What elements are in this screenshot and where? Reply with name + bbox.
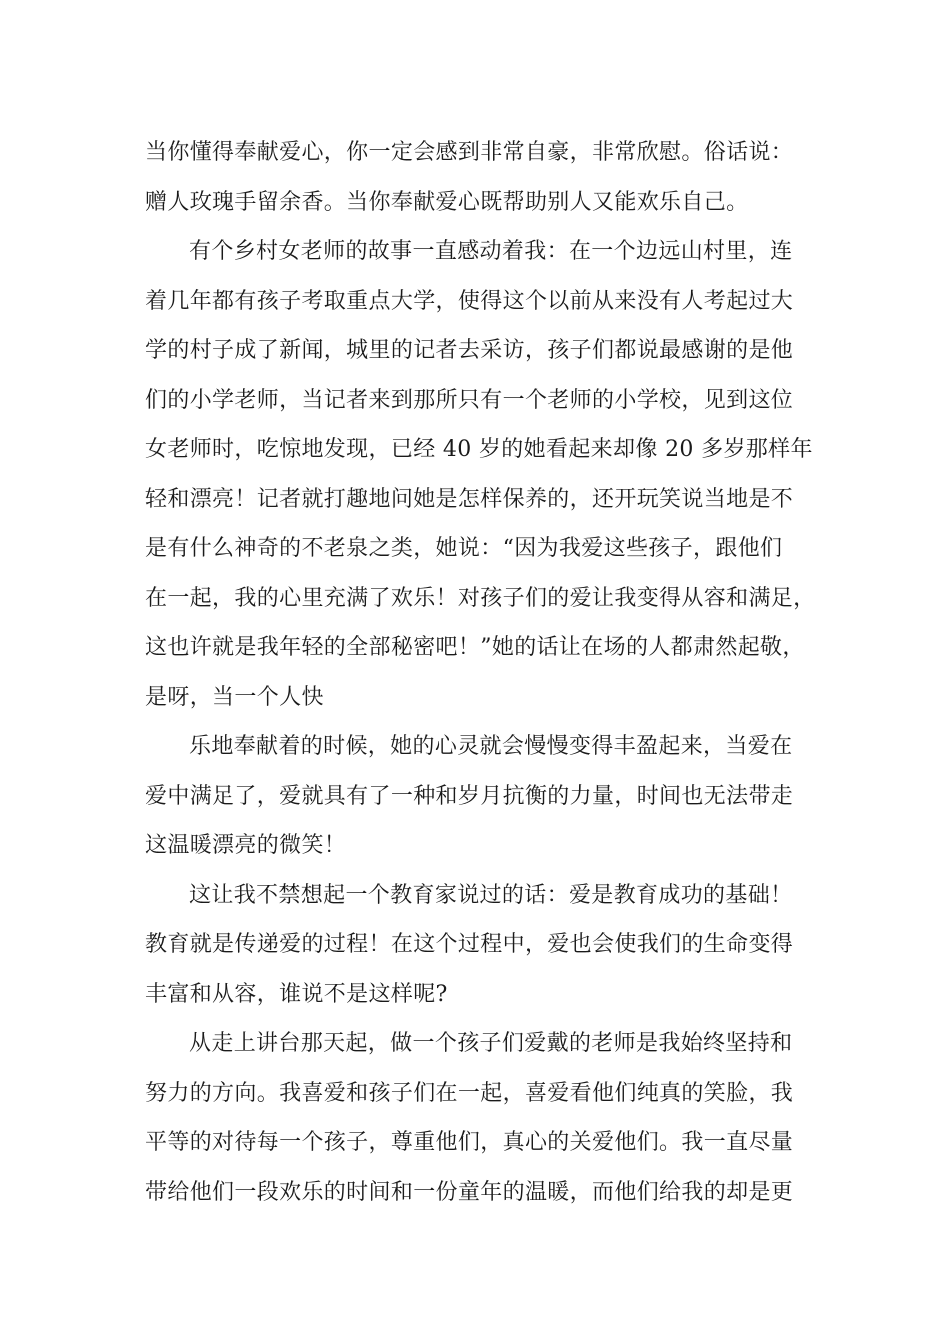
text-line: 这也许就是我年轻的全部秘密吧！”她的话让在场的人都肃然起敬，	[145, 635, 805, 660]
text-line: 带给他们一段欢乐的时间和一份童年的温暖，而他们给我的却是更	[145, 1179, 794, 1205]
body-text	[145, 128, 816, 1217]
text-line: 是有什么神奇的不老泉之类，她说：“因为我爱这些孩子，跟他们	[145, 536, 783, 561]
text-line: 爱中满足了，爱就具有了一种和岁月抗衡的力量，时间也无法带走	[145, 783, 794, 809]
text-line: 着几年都有孩子考取重点大学，使得这个以前从来没有人考起过大	[145, 288, 794, 314]
text-line: 这温暖漂亮的微笑！	[145, 833, 347, 858]
text-line: 女老师时，吃惊地发现，已经 40 岁的她看起来却像 20 多岁那样年	[145, 437, 813, 462]
text-line: 丰富和从容，谁说不是这样呢?	[145, 981, 448, 1007]
text-line: 这让我不禁想起一个教育家说过的话：爱是教育成功的基础！	[189, 882, 793, 908]
text-line: 从走上讲台那天起，做一个孩子们爱戴的老师是我始终坚持和	[189, 1031, 793, 1056]
text-line: 当你懂得奉献爱心，你一定会感到非常自豪，非常欣慰。俗话说：	[145, 140, 794, 165]
text-line: 努力的方向。我喜爱和孩子们在一起，喜爱看他们纯真的笑脸，我	[145, 1080, 794, 1106]
text-line: 学的村子成了新闻，城里的记者去采访，孩子们都说最感谢的是他	[145, 338, 794, 363]
text-line: 在一起，我的心里充满了欢乐！对孩子们的爱让我变得从容和满足，	[145, 585, 816, 611]
text-line: 轻和漂亮！记者就打趣地问她是怎样保养的，还开玩笑说当地是不	[145, 486, 794, 512]
text-line: 平等的对待每一个孩子，尊重他们，真心的关爱他们。我一直尽量	[145, 1130, 794, 1155]
text-line: 有个乡村女老师的故事一直感动着我：在一个边远山村里，连	[189, 239, 793, 264]
text-line: 赠人玫瑰手留余香。当你奉献爱心既帮助别人又能欢乐自己。	[145, 189, 749, 215]
text-line: 是呀，当一个人快	[145, 684, 324, 710]
text-line: 乐地奉献着的时候，她的心灵就会慢慢变得丰盈起来，当爱在	[189, 734, 793, 759]
text-line: 教育就是传递爱的过程！在这个过程中，爱也会使我们的生命变得	[145, 932, 794, 957]
text-line: 们的小学老师，当记者来到那所只有一个老师的小学校，见到这位	[145, 387, 794, 413]
